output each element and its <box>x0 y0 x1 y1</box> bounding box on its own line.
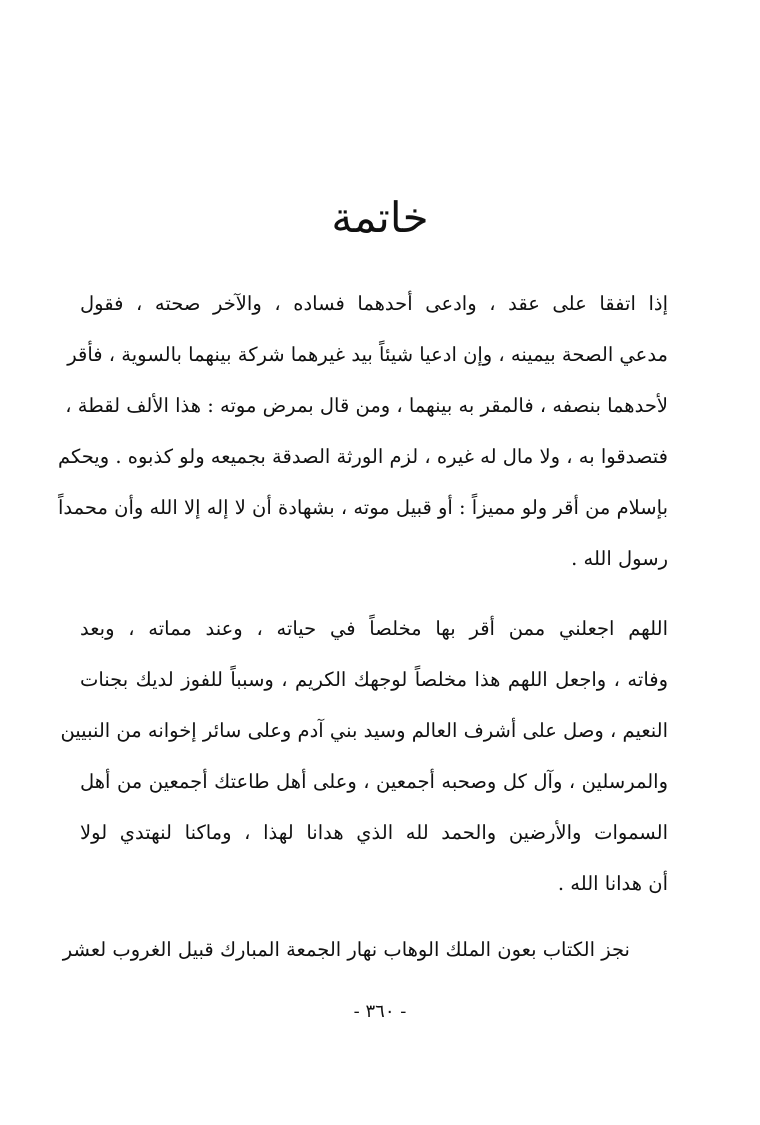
paragraph-1-line: فتصدقوا به ، ولا مال له غيره ، لزم الورثة الصدقة بجميعه ولو كذبوه . ويحكم <box>57 445 668 468</box>
paragraph-1 <box>57 278 668 584</box>
paragraph-1-line: مدعي الصحة بيمينه ، وإن ادعيا شيئاً بيد غيرهما شركة بينهما بالسوية ، فأقر <box>67 343 668 366</box>
paragraph-2 <box>60 603 668 909</box>
paragraph-2-line: اللهم اجعلني ممن أقر بها مخلصاً في حياته ، وعند مماته ، وبعد <box>80 617 668 640</box>
paragraph-1-line: بإسلام من أقر ولو مميزاً : أو قبيل موته ، بشهادة أن لا إله إلا الله وأن محمداً <box>58 496 668 519</box>
paragraph-2-line: والمرسلين ، وآل كل وصحبه أجمعين ، وعلى أهل طاعتك أجمعين من أهل <box>80 770 668 793</box>
page-number: - ٣٦٠ - <box>353 1001 407 1022</box>
paragraph-1-line: إذا اتفقا على عقد ، وادعى أحدهما فساده ، والآخر صحته ، فقول <box>80 292 668 315</box>
paragraph-2-line: أن هدانا الله . <box>557 872 668 895</box>
colophon-line: نجز الكتاب بعون الملك الوهاب نهار الجمعة المبارك قبيل الغروب لعشر <box>62 938 630 961</box>
paragraph-1-line: رسول الله . <box>571 547 668 570</box>
paragraph-2-line: السموات والأرضين والحمد لله الذي هدانا لهذا ، وماكنا لنهتدي لولا <box>80 821 668 844</box>
paragraph-1-line: لأحدهما بنصفه ، فالمقر به بينهما ، ومن قال بمرض موته : هذا الألف لقطة ، <box>65 394 668 417</box>
paragraph-2-line: النعيم ، وصل على أشرف العالم وسيد بني آدم وعلى سائر إخوانه من النبيين <box>60 719 668 742</box>
page-title: خاتمة <box>331 193 429 242</box>
paragraph-2-line: وفاته ، واجعل اللهم هذا مخلصاً لوجهك الكريم ، وسبباً للفوز لديك بجنات <box>80 668 668 691</box>
